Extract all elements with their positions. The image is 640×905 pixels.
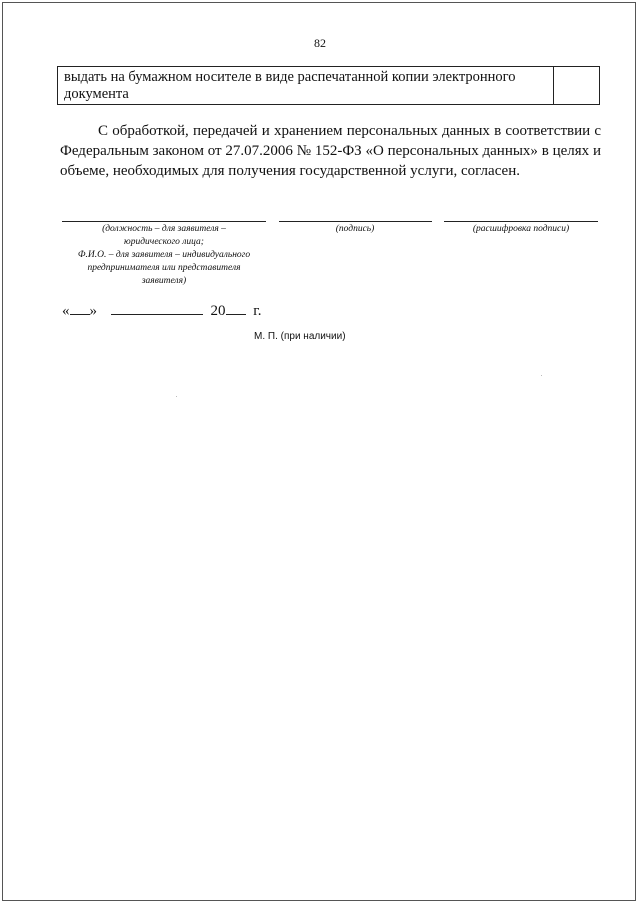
date-close-quote: »: [89, 303, 97, 319]
signature-caption: (подпись): [335, 224, 375, 234]
position-caption-line: Ф.И.О. – для заявителя – индивидуального: [77, 250, 251, 260]
consent-paragraph: С обработкой, передачей и хранением персональных данных в соответствии с Федеральным законом от 27.07.2006 № 152-ФЗ «О персональных данных» в целях и объеме, необходимых для получения государственной услуги, согласен.: [60, 123, 601, 179]
option-checkbox-cell[interactable]: [554, 67, 599, 104]
scan-speck: [541, 375, 542, 376]
page-number: 82: [314, 36, 326, 50]
stamp-label: М. П. (при наличии): [254, 331, 346, 342]
day-blank[interactable]: [70, 300, 90, 315]
position-caption-line: юридического лица;: [124, 237, 204, 247]
signature-decode-line[interactable]: [444, 221, 598, 222]
scan-speck: [176, 396, 177, 397]
position-caption-line: (должность – для заявителя –: [102, 224, 226, 234]
year-suffix: г.: [253, 303, 262, 319]
month-blank[interactable]: [111, 300, 203, 315]
signature-line[interactable]: [279, 221, 432, 222]
signature-decode-caption: (расшифровка подписи): [472, 224, 570, 234]
position-caption-line: заявителя): [141, 276, 187, 286]
date-open-quote: «: [62, 303, 70, 319]
position-name-caption: [58, 223, 270, 288]
option-text-cell: выдать на бумажном носителе в виде распечатанной копии электронного документа: [58, 67, 554, 104]
option-table-row: [57, 66, 600, 105]
year-prefix: 20: [210, 303, 226, 319]
position-caption-line: предпринимателя или представителя: [87, 263, 241, 273]
date-row: [62, 300, 261, 320]
position-name-line[interactable]: [62, 221, 266, 222]
year-blank[interactable]: [226, 300, 246, 315]
